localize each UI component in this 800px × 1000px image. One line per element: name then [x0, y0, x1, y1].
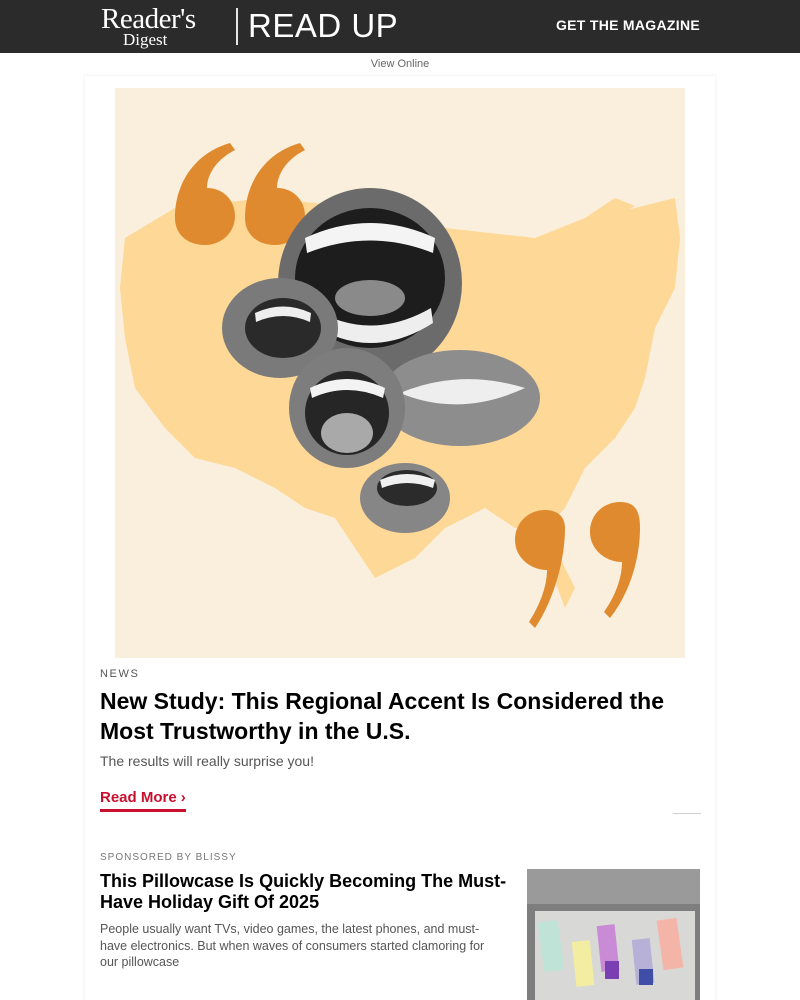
- sponsored-image[interactable]: [527, 869, 700, 1000]
- read-more-link[interactable]: [100, 789, 186, 812]
- sponsored-label: SPONSORED BY BLISSY: [100, 852, 237, 863]
- divider: [673, 813, 701, 814]
- get-magazine-link[interactable]: GET THE MAGAZINE: [555, 17, 700, 33]
- hero-image[interactable]: [115, 88, 685, 658]
- logo-line-1: Reader's: [101, 3, 196, 35]
- article-dek: The results will really surprise you!: [100, 753, 314, 769]
- top-bar: [0, 0, 800, 53]
- article-category: NEWS: [100, 668, 140, 680]
- logo-divider: [236, 8, 238, 45]
- sponsored-headline[interactable]: This Pillowcase Is Quickly Becoming The Must-Have Holiday Gift Of 2025: [100, 871, 507, 912]
- read-more-label: Read More: [100, 789, 177, 806]
- pillowcase-boxes-photo-icon: [527, 869, 700, 1000]
- readers-digest-logo[interactable]: [101, 5, 196, 47]
- chevron-right-icon: ›: [180, 789, 186, 806]
- us-map-mouths-illustration-icon: [115, 88, 685, 658]
- logo-line-2: Digest: [123, 30, 168, 49]
- section-title: READ UP: [248, 7, 399, 44]
- sponsored-body: People usually want TVs, video games, the latest phones, and must-have electronics. But when waves of consumers started clamoring for our pillowcase: [100, 922, 485, 969]
- view-online-link[interactable]: View Online: [370, 58, 430, 70]
- article-headline[interactable]: New Study: This Regional Accent Is Considered the Most Trustworthy in the U.S.: [100, 688, 665, 744]
